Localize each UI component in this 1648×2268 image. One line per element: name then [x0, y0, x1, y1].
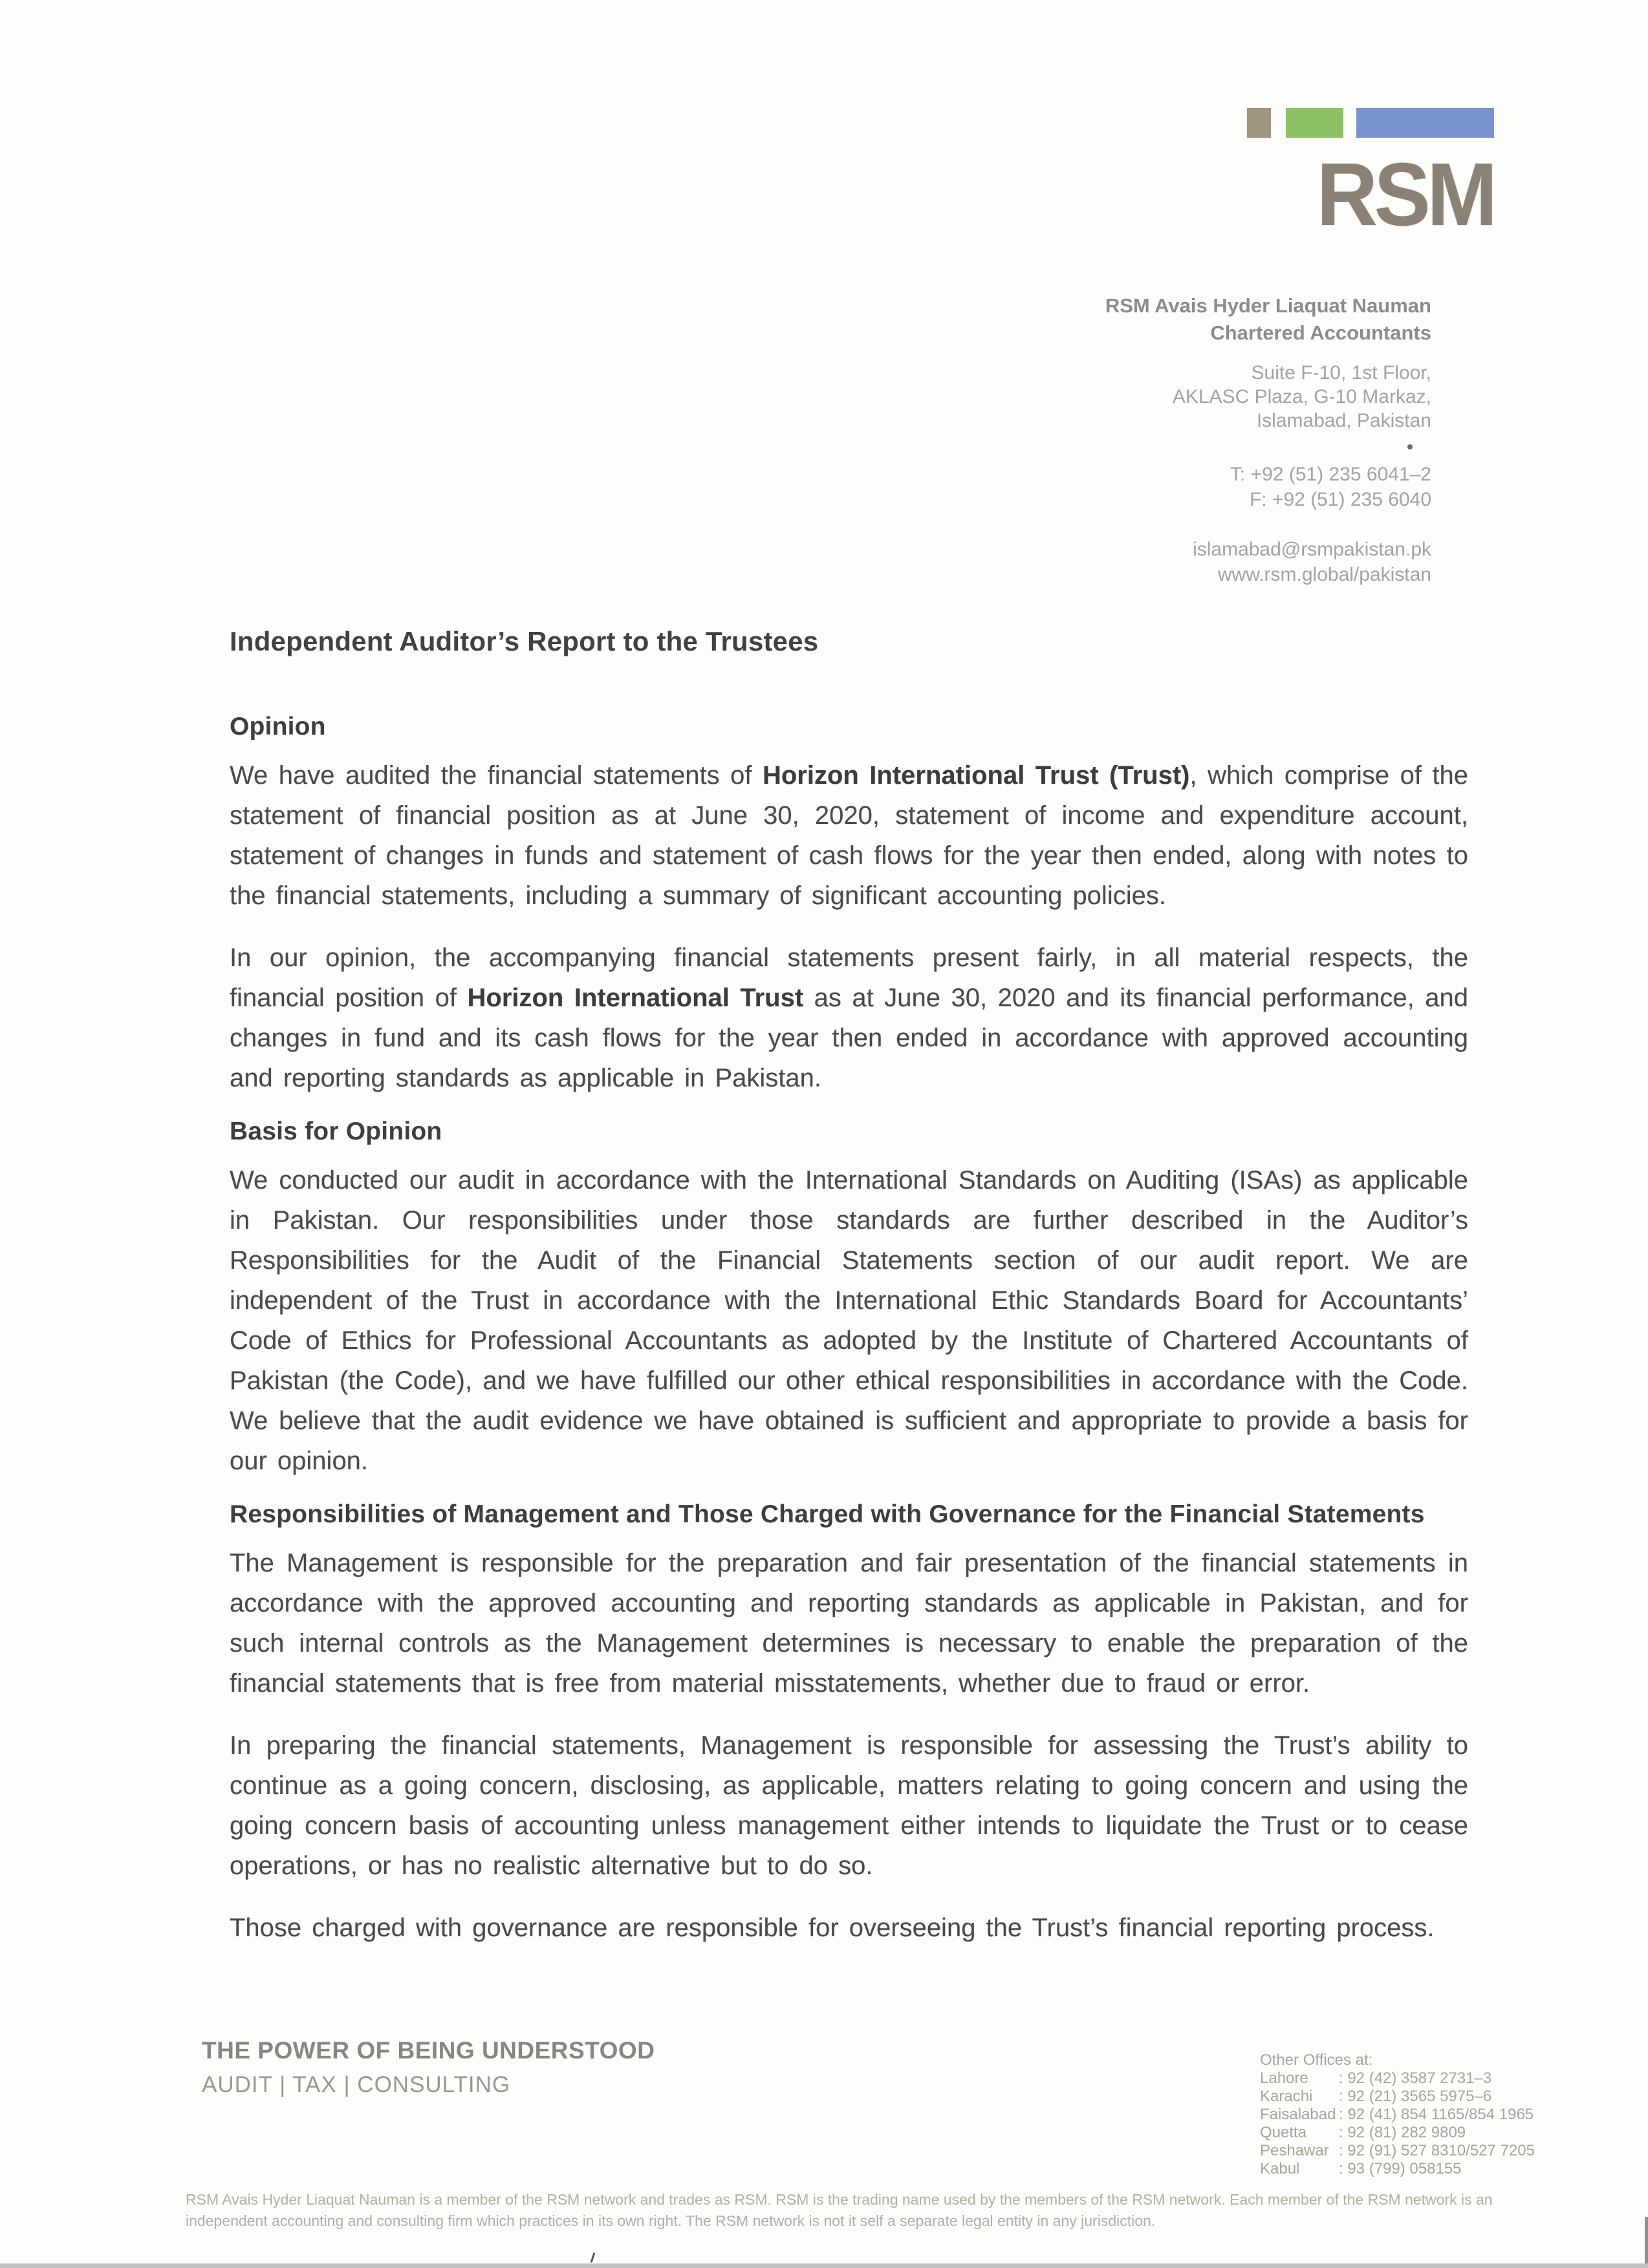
- opinion-p1-post: , which comprise of the statement of financial position as at June 30, 2020, statement of income and expenditure account, statement of changes in funds and statement of cash flows for the year then ended, along with notes to the financial statements, including a summary of significant accounting policies.: [230, 761, 1469, 910]
- opinion-p2-entity: Horizon International Trust: [467, 984, 804, 1012]
- office-phone: : 92 (41) 854 1165/854 1965: [1339, 2106, 1534, 2123]
- online-contact-block: [1193, 537, 1431, 587]
- other-offices-list: [1260, 2069, 1535, 2178]
- office-phone: : 93 (799) 058155: [1339, 2160, 1462, 2177]
- scan-bottom-shadow: [0, 2263, 1648, 2268]
- other-offices-title: Other Offices at:: [1260, 2051, 1373, 2069]
- responsibilities-paragraph-3: Those charged with governance are responsible for overseeing the Trust’s financial reporting process.: [230, 1914, 1435, 1942]
- office-phone: : 92 (91) 527 8310/527 7205: [1339, 2142, 1535, 2159]
- logo-block-sand-icon: [1247, 108, 1271, 138]
- brand-tagline: THE POWER OF BEING UNDERSTOOD: [202, 2037, 655, 2064]
- opinion-p2-pre: In our opinion, the accompanying financial statements present fairly, in all material respects, the financial position of: [230, 944, 1468, 1012]
- firm-name: RSM Avais Hyder Liaquat Nauman: [1105, 294, 1431, 317]
- scan-edge-artifact: [1645, 2217, 1648, 2268]
- scan-dot-artifact: [1407, 444, 1413, 449]
- fax-line: F: +92 (51) 235 6040: [1249, 489, 1431, 510]
- office-city: Peshawar: [1260, 2142, 1329, 2159]
- office-phone: : 92 (81) 282 9809: [1339, 2124, 1466, 2141]
- logo-block-blue-icon: [1356, 108, 1494, 138]
- rsm-logo-wordmark: RSM: [1316, 145, 1494, 244]
- opinion-p1-pre: We have audited the financial statements of: [230, 761, 763, 790]
- address-line: Suite F-10, 1st Floor,: [1251, 362, 1431, 383]
- office-phone: : 92 (21) 3565 5975–6: [1339, 2088, 1492, 2105]
- office-phone: : 92 (42) 3587 2731–3: [1339, 2069, 1492, 2087]
- office-city: Faisalabad: [1260, 2106, 1336, 2123]
- logo-block-green-icon: [1286, 108, 1343, 138]
- rsm-logo-blocks-icon: [1247, 108, 1494, 138]
- address-block: [1173, 361, 1431, 433]
- firm-name-block: [1105, 292, 1431, 347]
- opinion-p1-entity: Horizon International Trust (Trust): [762, 761, 1190, 790]
- website-text: www.rsm.global/pakistan: [1217, 564, 1431, 585]
- office-city: Kabul: [1260, 2160, 1300, 2177]
- email-text: islamabad@rsmpakistan.pk: [1193, 539, 1431, 560]
- brand-tagline-block: [202, 2037, 655, 2098]
- responsibilities-heading: Responsibilities of Management and Those Charged with Governance for the Financial Statements: [230, 1500, 1425, 1528]
- network-disclaimer: RSM Avais Hyder Liaquat Nauman is a member of the RSM network and trades as RSM. RSM is the trading name used by the members of the RSM network. Each member of the RSM network is an independent accounting and consulting firm which practices in its own right. The RSM network is not it self a separate legal entity in any jurisdiction.: [186, 2191, 1493, 2229]
- address-line: AKLASC Plaza, G-10 Markaz,: [1172, 386, 1431, 407]
- brand-services: AUDIT | TAX | CONSULTING: [202, 2072, 511, 2097]
- other-offices-block: [1260, 2051, 1535, 2178]
- office-city: Quetta: [1260, 2124, 1307, 2141]
- responsibilities-paragraph-1: The Management is responsible for the preparation and fair presentation of the financial statements in accordance with the approved accounting and reporting standards as applicable in Pakistan, and for such internal controls as the Management determines is necessary to enable the preparation of the financial statements that is free from material misstatements, whether due to fraud or error.: [230, 1549, 1468, 1698]
- address-line: Islamabad, Pakistan: [1256, 410, 1431, 431]
- page-title: Independent Auditor’s Report to the Trustees: [230, 626, 819, 656]
- basis-for-opinion-heading: Basis for Opinion: [230, 1118, 442, 1145]
- opinion-heading: Opinion: [230, 713, 326, 740]
- scan-mark-artifact: [591, 2252, 596, 2263]
- office-city: Karachi: [1260, 2088, 1313, 2105]
- telephone-block: [1230, 462, 1431, 512]
- opinion-paragraph-1: [230, 755, 1468, 916]
- opinion-paragraph-2: [230, 938, 1468, 1098]
- office-city: Lahore: [1260, 2069, 1308, 2087]
- report-body: [230, 626, 1468, 1948]
- responsibilities-paragraph-2: In preparing the financial statements, Management is responsible for assessing the Trust’s ability to continue as a going concern, disclosing, as applicable, matters relating to going concern and using the going concern basis of accounting unless management either intends to liquidate the Trust or to cease operations, or has no realistic alternative but to do so.: [230, 1731, 1468, 1880]
- opinion-p2-post: as at June 30, 2020 and its financial performance, and changes in fund and its cash flows for the year then ended in accordance with approved accounting and reporting standards as applicable in Pakistan.: [230, 984, 1469, 1092]
- basis-paragraph: We conducted our audit in accordance with the International Standards on Auditing (ISAs) as applicable in Pakistan. Our responsibilities under those standards are further described in the Auditor’s Responsibilities for the Audit of the Financial Statements section of our audit report. We are independent of the Trust in accordance with the International Ethic Standards Board for Accountants’ Code of Ethics for Professional Accountants as adopted by the Institute of Chartered Accountants of Pakistan (the Code), and we have fulfilled our other ethical responsibilities in accordance with the Code. We believe that the audit evidence we have obtained is sufficient and appropriate to provide a basis for our opinion.: [230, 1166, 1468, 1475]
- firm-type: Chartered Accountants: [1210, 321, 1431, 344]
- phone-line: T: +92 (51) 235 6041–2: [1230, 464, 1431, 485]
